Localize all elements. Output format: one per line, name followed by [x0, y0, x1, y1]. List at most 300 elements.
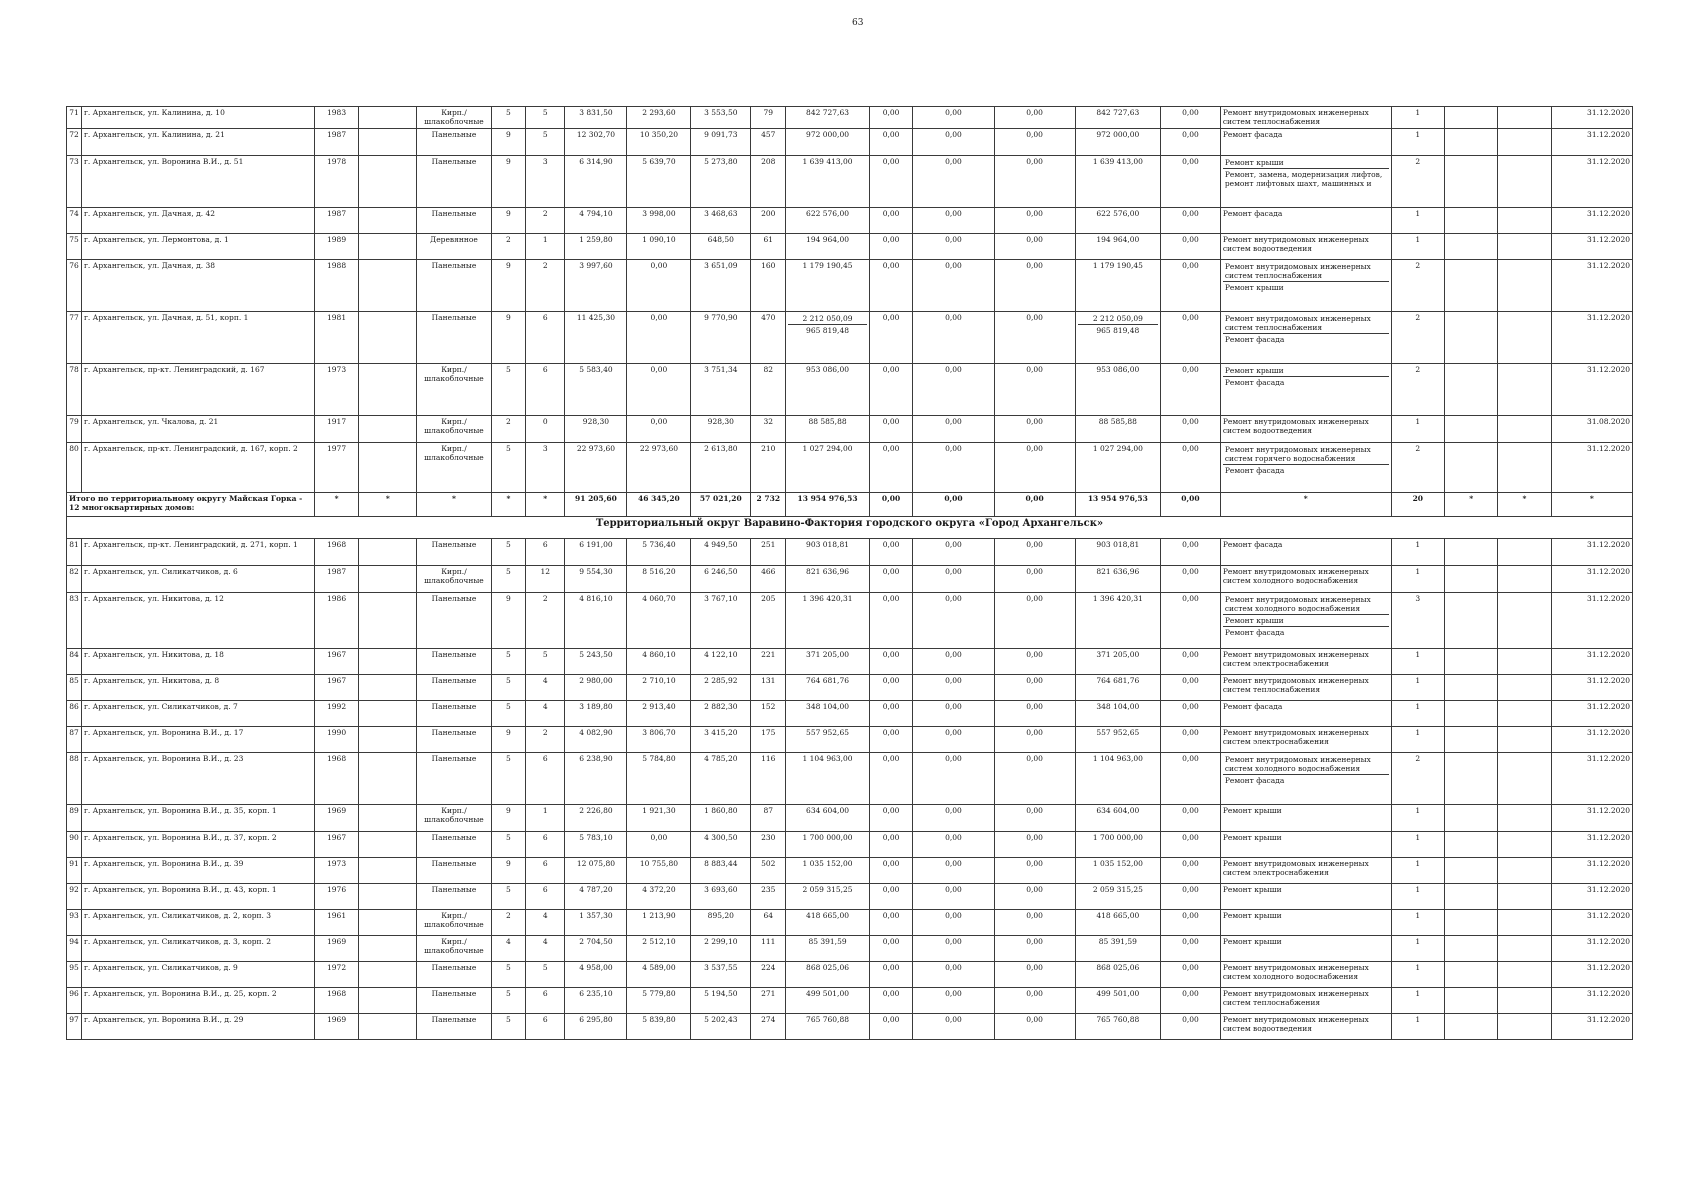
material-cell: Панельные — [417, 312, 492, 364]
floors-cell: 9 — [491, 156, 525, 208]
fund-cell: 0,00 — [994, 1014, 1075, 1040]
blank-cell — [1498, 701, 1551, 727]
material-cell: Панельные — [417, 727, 492, 753]
fund-cell: 0,00 — [869, 675, 913, 701]
blank-cell — [1444, 234, 1497, 260]
total-label: Итого по территориальному округу Майская Горка - 12 многоквартирных домов: — [67, 493, 315, 517]
floors-cell: 2 — [491, 234, 525, 260]
blank-cell — [1444, 805, 1497, 832]
blank-cell — [1444, 416, 1497, 443]
living-area-cell: 1 090,10 — [627, 234, 691, 260]
blank-cell — [1498, 727, 1551, 753]
premises-area-cell: 3 537,55 — [691, 962, 751, 988]
completion-date-cell: 31.12.2020 — [1551, 988, 1632, 1014]
blank-cell — [359, 443, 417, 493]
table-row — [67, 753, 1633, 805]
total-area-cell: 6 314,90 — [565, 156, 627, 208]
total-area-cell: 11 425,30 — [565, 312, 627, 364]
address-cell: г. Архангельск, ул. Никитова, д. 18 — [81, 649, 314, 675]
row-number: 83 — [67, 593, 82, 649]
residents-cell: 251 — [751, 539, 786, 566]
total-cell: * — [1444, 493, 1497, 517]
works-cell-stack — [1223, 444, 1389, 476]
living-area-cell: 5 839,80 — [627, 1014, 691, 1040]
fund-cell: 0,00 — [994, 858, 1075, 884]
entrances-cell: 1 — [525, 234, 564, 260]
material-cell: Кирп./ шлакоблочные — [417, 107, 492, 129]
completion-date-cell: 31.12.2020 — [1551, 129, 1632, 156]
living-area-cell: 5 639,70 — [627, 156, 691, 208]
blank-cell — [1444, 566, 1497, 593]
total-cell: * — [525, 493, 564, 517]
total-area-cell: 6 295,80 — [565, 1014, 627, 1040]
total-area-cell: 4 787,20 — [565, 884, 627, 910]
cost-cell: 868 025,06 — [786, 962, 869, 988]
address-cell: г. Архангельск, пр-кт. Ленинградский, д. 167, корп. 2 — [81, 443, 314, 493]
total-area-cell: 4 794,10 — [565, 208, 627, 234]
blank-cell — [1498, 156, 1551, 208]
owners-funds-cell: 634 604,00 — [1075, 805, 1160, 832]
fund-cell: 0,00 — [994, 416, 1075, 443]
living-area-cell: 8 516,20 — [627, 566, 691, 593]
entrances-cell: 2 — [525, 208, 564, 234]
other-funds-cell: 0,00 — [1161, 539, 1221, 566]
works-cell: Ремонт крыши — [1220, 936, 1391, 962]
fund-cell: 0,00 — [994, 962, 1075, 988]
living-area-cell: 3 998,00 — [627, 208, 691, 234]
residents-cell: 502 — [751, 858, 786, 884]
total-area-cell: 928,30 — [565, 416, 627, 443]
blank-cell — [359, 1014, 417, 1040]
cost-cell: 1 035 152,00 — [786, 858, 869, 884]
table-row — [67, 129, 1633, 156]
premises-area-cell: 5 194,50 — [691, 988, 751, 1014]
works-count-cell: 1 — [1391, 701, 1444, 727]
works-cell: Ремонт внутридомовых инженерных систем электроснабжения — [1220, 649, 1391, 675]
cost-cell: 821 636,96 — [786, 566, 869, 593]
total-area-cell: 12 075,80 — [565, 858, 627, 884]
living-area-cell: 5 779,80 — [627, 988, 691, 1014]
year-cell: 1961 — [314, 910, 359, 936]
fund-cell: 0,00 — [913, 107, 994, 129]
address-cell: г. Архангельск, ул. Воронина В.И., д. 43, корп. 1 — [81, 884, 314, 910]
table-row — [67, 936, 1633, 962]
entrances-cell: 3 — [525, 156, 564, 208]
premises-area-cell: 1 860,80 — [691, 805, 751, 832]
blank-cell — [359, 832, 417, 858]
owners-funds-cell: 1 396 420,31 — [1075, 593, 1160, 649]
blank-cell — [1498, 443, 1551, 493]
completion-date-cell: 31.12.2020 — [1551, 234, 1632, 260]
works-cell: Ремонт внутридомовых инженерных систем водоотведения — [1220, 416, 1391, 443]
fund-cell: 0,00 — [913, 1014, 994, 1040]
blank-cell — [1444, 593, 1497, 649]
cost-cell: 1 639 413,00 — [786, 156, 869, 208]
row-number: 77 — [67, 312, 82, 364]
premises-area-cell: 3 751,34 — [691, 364, 751, 416]
residents-cell: 457 — [751, 129, 786, 156]
cost-cell: 499 501,00 — [786, 988, 869, 1014]
entrances-cell: 4 — [525, 701, 564, 727]
material-cell: Панельные — [417, 208, 492, 234]
fund-cell: 0,00 — [869, 910, 913, 936]
fund-cell: 0,00 — [869, 260, 913, 312]
floors-cell: 5 — [491, 566, 525, 593]
other-funds-cell: 0,00 — [1161, 129, 1221, 156]
works-count-cell: 2 — [1391, 260, 1444, 312]
fund-cell: 0,00 — [869, 107, 913, 129]
other-funds-cell: 0,00 — [1161, 260, 1221, 312]
blank-cell — [1444, 962, 1497, 988]
other-funds-cell: 0,00 — [1161, 936, 1221, 962]
floors-cell: 5 — [491, 753, 525, 805]
works-count-cell: 3 — [1391, 593, 1444, 649]
blank-cell — [359, 988, 417, 1014]
entrances-cell: 6 — [525, 753, 564, 805]
cost-cell: 634 604,00 — [786, 805, 869, 832]
works-cell-part: Ремонт фасада — [1223, 774, 1389, 786]
blank-cell — [1498, 234, 1551, 260]
cost-cell: 85 391,59 — [786, 936, 869, 962]
total-area-cell: 5 783,10 — [565, 832, 627, 858]
other-funds-cell: 0,00 — [1161, 727, 1221, 753]
living-area-cell: 2 913,40 — [627, 701, 691, 727]
blank-cell — [1444, 208, 1497, 234]
blank-cell — [359, 312, 417, 364]
floors-cell: 5 — [491, 988, 525, 1014]
blank-cell — [1498, 753, 1551, 805]
address-cell: г. Архангельск, ул. Лермонтова, д. 1 — [81, 234, 314, 260]
cost-cell: 953 086,00 — [786, 364, 869, 416]
table-row — [67, 701, 1633, 727]
other-funds-cell: 0,00 — [1161, 566, 1221, 593]
owners-funds-cell: 88 585,88 — [1075, 416, 1160, 443]
works-count-cell: 2 — [1391, 312, 1444, 364]
material-cell: Деревянное — [417, 234, 492, 260]
year-cell: 1992 — [314, 701, 359, 727]
address-cell: г. Архангельск, ул. Силикатчиков, д. 6 — [81, 566, 314, 593]
blank-cell — [1498, 593, 1551, 649]
premises-area-cell: 6 246,50 — [691, 566, 751, 593]
owners-funds-cell: 953 086,00 — [1075, 364, 1160, 416]
address-cell: г. Архангельск, ул. Воронина В.И., д. 23 — [81, 753, 314, 805]
address-cell: г. Архангельск, ул. Воронина В.И., д. 39 — [81, 858, 314, 884]
other-funds-cell: 0,00 — [1161, 593, 1221, 649]
blank-cell — [359, 884, 417, 910]
works-count-cell: 1 — [1391, 884, 1444, 910]
blank-cell — [1498, 936, 1551, 962]
total-cell: 0,00 — [1161, 493, 1221, 517]
works-cell: Ремонт внутридомовых инженерных систем электроснабжения — [1220, 858, 1391, 884]
premises-area-cell: 648,50 — [691, 234, 751, 260]
floors-cell: 4 — [491, 936, 525, 962]
blank-cell — [1498, 649, 1551, 675]
fund-cell: 0,00 — [913, 962, 994, 988]
works-count-cell: 2 — [1391, 443, 1444, 493]
cost-cell: 418 665,00 — [786, 910, 869, 936]
entrances-cell: 6 — [525, 832, 564, 858]
entrances-cell: 2 — [525, 727, 564, 753]
works-count-cell: 1 — [1391, 539, 1444, 566]
fund-cell: 0,00 — [994, 753, 1075, 805]
completion-date-cell: 31.12.2020 — [1551, 962, 1632, 988]
material-cell: Панельные — [417, 675, 492, 701]
blank-cell — [359, 129, 417, 156]
address-cell: г. Архангельск, ул. Воронина В.И., д. 51 — [81, 156, 314, 208]
entrances-cell: 6 — [525, 988, 564, 1014]
row-number: 74 — [67, 208, 82, 234]
total-cell: * — [359, 493, 417, 517]
repair-register-table — [66, 106, 1633, 1040]
other-funds-cell: 0,00 — [1161, 1014, 1221, 1040]
address-cell: г. Архангельск, ул. Дачная, д. 51, корп. 1 — [81, 312, 314, 364]
works-cell-stack — [1223, 754, 1389, 786]
owners-funds-cell-stack — [1078, 313, 1158, 336]
fund-cell: 0,00 — [994, 727, 1075, 753]
completion-date-cell: 31.12.2020 — [1551, 364, 1632, 416]
works-count-cell: 1 — [1391, 107, 1444, 129]
completion-date-cell: 31.12.2020 — [1551, 593, 1632, 649]
completion-date-cell: 31.12.2020 — [1551, 858, 1632, 884]
year-cell: 1968 — [314, 753, 359, 805]
row-number: 93 — [67, 910, 82, 936]
year-cell: 1969 — [314, 805, 359, 832]
entrances-cell: 5 — [525, 129, 564, 156]
fund-cell: 0,00 — [869, 727, 913, 753]
fund-cell: 0,00 — [913, 443, 994, 493]
total-area-cell: 6 238,90 — [565, 753, 627, 805]
blank-cell — [359, 566, 417, 593]
fund-cell: 0,00 — [869, 129, 913, 156]
other-funds-cell: 0,00 — [1161, 962, 1221, 988]
works-count-cell: 1 — [1391, 1014, 1444, 1040]
entrances-cell: 4 — [525, 910, 564, 936]
row-number: 94 — [67, 936, 82, 962]
blank-cell — [359, 593, 417, 649]
total-cell: * — [417, 493, 492, 517]
completion-date-cell: 31.12.2020 — [1551, 884, 1632, 910]
table-row — [67, 364, 1633, 416]
blank-cell — [1444, 753, 1497, 805]
page-number: 63 — [852, 18, 864, 28]
other-funds-cell: 0,00 — [1161, 649, 1221, 675]
entrances-cell: 5 — [525, 649, 564, 675]
material-cell: Панельные — [417, 832, 492, 858]
address-cell: г. Архангельск, ул. Калинина, д. 21 — [81, 129, 314, 156]
cost-cell: 88 585,88 — [786, 416, 869, 443]
residents-cell: 79 — [751, 107, 786, 129]
row-number: 79 — [67, 416, 82, 443]
entrances-cell: 1 — [525, 805, 564, 832]
address-cell: г. Архангельск, ул. Силикатчиков, д. 3, корп. 2 — [81, 936, 314, 962]
owners-funds-cell: 868 025,06 — [1075, 962, 1160, 988]
premises-area-cell: 2 285,92 — [691, 675, 751, 701]
material-cell: Кирп./ шлакоблочные — [417, 443, 492, 493]
total-area-cell: 1 259,80 — [565, 234, 627, 260]
total-cell: 13 954 976,53 — [786, 493, 869, 517]
premises-area-cell: 4 122,10 — [691, 649, 751, 675]
blank-cell — [359, 910, 417, 936]
total-area-cell: 4 816,10 — [565, 593, 627, 649]
cost-cell: 1 104 963,00 — [786, 753, 869, 805]
fund-cell: 0,00 — [913, 156, 994, 208]
row-number: 87 — [67, 727, 82, 753]
fund-cell: 0,00 — [994, 675, 1075, 701]
rows-group-a — [67, 107, 1633, 493]
blank-cell — [1444, 988, 1497, 1014]
completion-date-cell: 31.12.2020 — [1551, 649, 1632, 675]
address-cell: г. Архангельск, ул. Силикатчиков, д. 2, корп. 3 — [81, 910, 314, 936]
other-funds-cell: 0,00 — [1161, 701, 1221, 727]
table-row — [67, 539, 1633, 566]
table-row — [67, 910, 1633, 936]
total-area-cell: 9 554,30 — [565, 566, 627, 593]
living-area-cell: 4 860,10 — [627, 649, 691, 675]
cost-cell: 348 104,00 — [786, 701, 869, 727]
blank-cell — [1498, 208, 1551, 234]
address-cell: г. Архангельск, пр-кт. Ленинградский, д. 167 — [81, 364, 314, 416]
blank-cell — [1444, 443, 1497, 493]
blank-cell — [1498, 805, 1551, 832]
blank-cell — [1444, 539, 1497, 566]
year-cell: 1988 — [314, 260, 359, 312]
works-cell: Ремонт фасада — [1220, 129, 1391, 156]
fund-cell: 0,00 — [913, 260, 994, 312]
fund-cell: 0,00 — [869, 156, 913, 208]
residents-cell: 230 — [751, 832, 786, 858]
fund-cell: 0,00 — [869, 443, 913, 493]
year-cell: 1967 — [314, 832, 359, 858]
owners-funds-cell: 371 205,00 — [1075, 649, 1160, 675]
works-cell-part: Ремонт внутридомовых инженерных систем холодного водоснабжения — [1224, 755, 1371, 773]
blank-cell — [1498, 832, 1551, 858]
year-cell: 1917 — [314, 416, 359, 443]
table-row — [67, 988, 1633, 1014]
works-count-cell: 1 — [1391, 858, 1444, 884]
total-area-cell: 2 226,80 — [565, 805, 627, 832]
table-row — [67, 208, 1633, 234]
works-count-cell: 1 — [1391, 988, 1444, 1014]
address-cell: г. Архангельск, ул. Дачная, д. 38 — [81, 260, 314, 312]
blank-cell — [1498, 858, 1551, 884]
blank-cell — [1498, 910, 1551, 936]
works-cell: Ремонт крыши — [1220, 884, 1391, 910]
section-header-row — [67, 517, 1633, 539]
works-cell: Ремонт фасада — [1220, 208, 1391, 234]
owners-funds-cell: 1 027 294,00 — [1075, 443, 1160, 493]
fund-cell: 0,00 — [869, 753, 913, 805]
works-cell: Ремонт внутридомовых инженерных систем водоотведения — [1220, 234, 1391, 260]
floors-cell: 5 — [491, 107, 525, 129]
address-cell: г. Архангельск, ул. Воронина В.И., д. 25, корп. 2 — [81, 988, 314, 1014]
premises-area-cell: 2 882,30 — [691, 701, 751, 727]
year-cell: 1972 — [314, 962, 359, 988]
blank-cell — [1444, 832, 1497, 858]
blank-cell — [359, 753, 417, 805]
fund-cell: 0,00 — [913, 727, 994, 753]
blank-cell — [359, 260, 417, 312]
fund-cell: 0,00 — [913, 312, 994, 364]
material-cell: Панельные — [417, 962, 492, 988]
premises-area-cell: 4 300,50 — [691, 832, 751, 858]
material-cell: Кирп./ шлакоблочные — [417, 566, 492, 593]
row-number: 92 — [67, 884, 82, 910]
blank-cell — [1498, 260, 1551, 312]
blank-cell — [1498, 364, 1551, 416]
cost-cell: 1 700 000,00 — [786, 832, 869, 858]
year-cell: 1967 — [314, 649, 359, 675]
row-number: 80 — [67, 443, 82, 493]
blank-cell — [1498, 107, 1551, 129]
year-cell: 1983 — [314, 107, 359, 129]
fund-cell: 0,00 — [869, 208, 913, 234]
owners-funds-cell: 1 700 000,00 — [1075, 832, 1160, 858]
cost-cell-stack — [788, 313, 866, 336]
total-area-cell: 1 357,30 — [565, 910, 627, 936]
owners-funds-cell: 194 964,00 — [1075, 234, 1160, 260]
total-area-cell: 3 831,50 — [565, 107, 627, 129]
table-row — [67, 832, 1633, 858]
blank-cell — [1498, 675, 1551, 701]
fund-cell: 0,00 — [994, 312, 1075, 364]
owners-funds-cell-part: 2 212 050,09 — [1092, 314, 1143, 323]
fund-cell: 0,00 — [913, 936, 994, 962]
blank-cell — [1498, 416, 1551, 443]
address-cell: г. Архангельск, ул. Воронина В.И., д. 29 — [81, 1014, 314, 1040]
table-row — [67, 675, 1633, 701]
floors-cell: 5 — [491, 539, 525, 566]
fund-cell: 0,00 — [913, 593, 994, 649]
other-funds-cell: 0,00 — [1161, 312, 1221, 364]
material-cell: Панельные — [417, 858, 492, 884]
completion-date-cell: 31.12.2020 — [1551, 805, 1632, 832]
fund-cell: 0,00 — [869, 936, 913, 962]
table-row — [67, 1014, 1633, 1040]
fund-cell: 0,00 — [994, 129, 1075, 156]
completion-date-cell: 31.12.2020 — [1551, 675, 1632, 701]
blank-cell — [359, 416, 417, 443]
fund-cell: 0,00 — [994, 107, 1075, 129]
total-area-cell: 2 704,50 — [565, 936, 627, 962]
row-number: 95 — [67, 962, 82, 988]
other-funds-cell: 0,00 — [1161, 832, 1221, 858]
works-count-cell: 1 — [1391, 675, 1444, 701]
total-cell: 13 954 976,53 — [1075, 493, 1160, 517]
blank-cell — [1498, 312, 1551, 364]
table-row — [67, 566, 1633, 593]
material-cell: Панельные — [417, 260, 492, 312]
living-area-cell: 0,00 — [627, 364, 691, 416]
blank-cell — [359, 234, 417, 260]
fund-cell: 0,00 — [869, 649, 913, 675]
living-area-cell: 1 921,30 — [627, 805, 691, 832]
other-funds-cell: 0,00 — [1161, 910, 1221, 936]
floors-cell: 5 — [491, 649, 525, 675]
residents-cell: 271 — [751, 988, 786, 1014]
works-count-cell: 1 — [1391, 129, 1444, 156]
fund-cell: 0,00 — [913, 910, 994, 936]
row-number: 88 — [67, 753, 82, 805]
fund-cell: 0,00 — [994, 649, 1075, 675]
year-cell: 1967 — [314, 675, 359, 701]
owners-funds-cell: 622 576,00 — [1075, 208, 1160, 234]
fund-cell: 0,00 — [994, 593, 1075, 649]
living-area-cell: 2 512,10 — [627, 936, 691, 962]
material-cell: Панельные — [417, 593, 492, 649]
works-cell-stack — [1223, 157, 1389, 189]
completion-date-cell: 31.12.2020 — [1551, 727, 1632, 753]
completion-date-cell: 31.12.2020 — [1551, 208, 1632, 234]
